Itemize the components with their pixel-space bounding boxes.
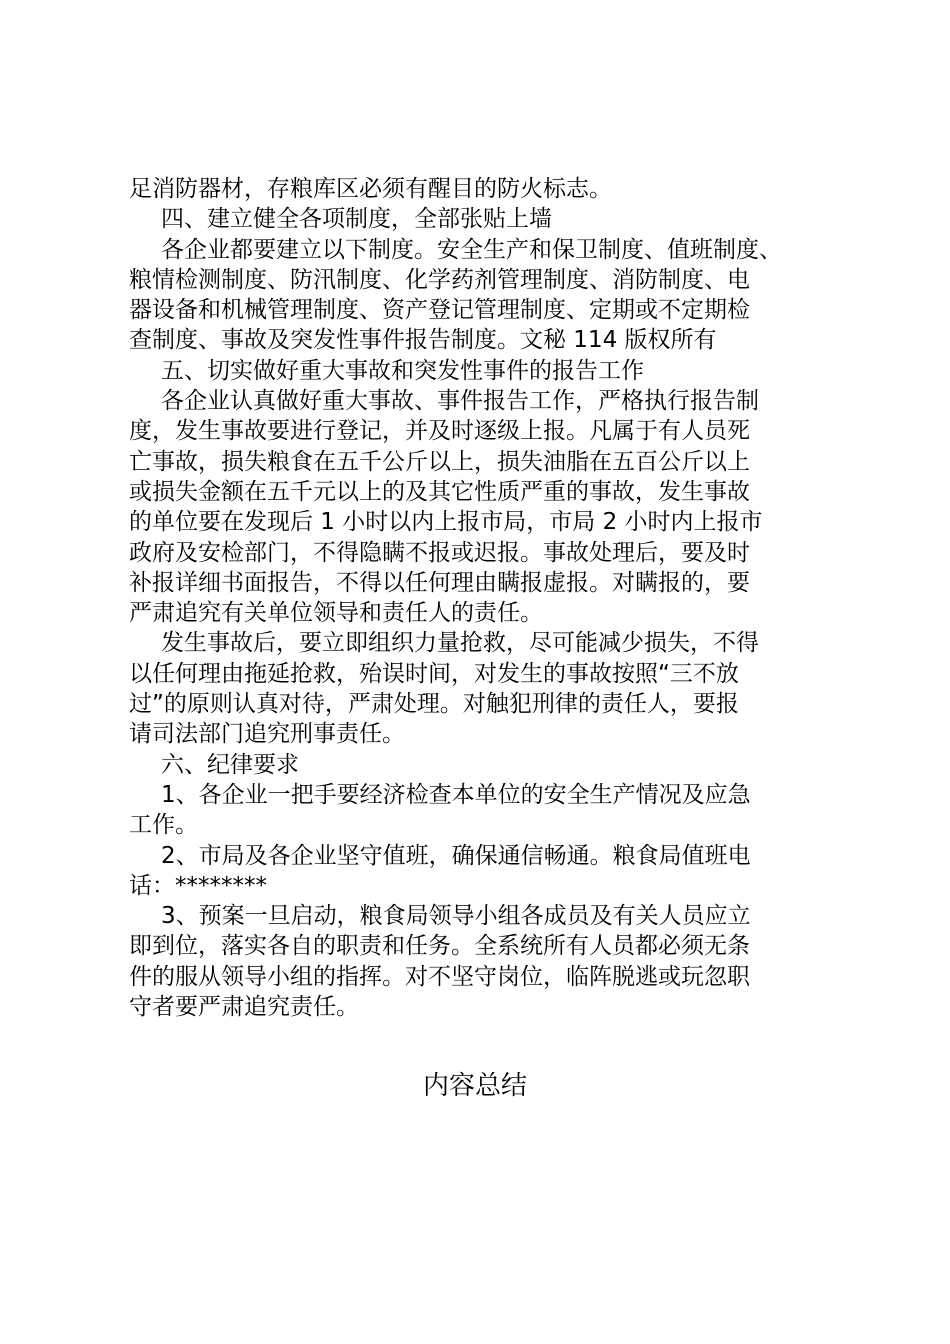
text-line: 的单位要在发现后 1 小时以内上报市局，市局 2 小时内上报市 bbox=[129, 509, 763, 536]
text-line: 度，发生事故要进行登记，并及时逐级上报。凡属于有人员死 bbox=[129, 418, 750, 445]
text-line: 件的服从领导小组的指挥。对不坚守岗位，临阵脱逃或玩忽职 bbox=[129, 963, 750, 990]
text-line: 请司法部门追究刑事责任。 bbox=[129, 721, 405, 748]
text-line: 话：******** bbox=[129, 872, 267, 899]
text-line: 六、纪律要求 bbox=[161, 751, 299, 778]
text-line: 或损失金额在五千元以上的及其它性质严重的事故，发生事故 bbox=[129, 478, 750, 505]
text-line: 各企业认真做好重大事故、事件报告工作，严格执行报告制 bbox=[161, 388, 759, 415]
text-line: 3、预案一旦启动，粮食局领导小组各成员及有关人员应立 bbox=[161, 903, 751, 930]
text-line: 粮情检测制度、防汛制度、化学药剂管理制度、消防制度、电 bbox=[129, 266, 750, 293]
text-line: 过”的原则认真对待，严肃处理。对触犯刑律的责任人，要报 bbox=[129, 691, 739, 718]
text-line: 四、建立健全各项制度，全部张贴上墙 bbox=[161, 206, 552, 233]
text-line: 补报详细书面报告，不得以任何理由瞒报虚报。对瞒报的，要 bbox=[129, 569, 750, 596]
summary-title: 内容总结 bbox=[422, 1071, 527, 1101]
text-line: 查制度、事故及突发性事件报告制度。文秘 114 版权所有 bbox=[129, 327, 717, 354]
text-line: 各企业都要建立以下制度。安全生产和保卫制度、值班制度、 bbox=[161, 236, 782, 263]
text-line: 足消防器材，存粮库区必须有醒目的防火标志。 bbox=[129, 176, 612, 202]
document-body bbox=[129, 174, 849, 1022]
text-line: 严肃追究有关单位领导和责任人的责任。 bbox=[129, 600, 543, 627]
text-line: 1、各企业一把手要经济检查本单位的安全生产情况及应急 bbox=[161, 781, 751, 808]
text-line: 亡事故，损失粮食在五千公斤以上，损失油脂在五百公斤以上 bbox=[129, 448, 750, 475]
text-line: 守者要严肃追究责任。 bbox=[129, 994, 359, 1021]
text-line: 即到位，落实各自的职责和任务。全系统所有人员都必须无条 bbox=[129, 933, 750, 960]
text-line: 工作。 bbox=[129, 812, 198, 839]
text-line: 发生事故后，要立即组织力量抢救，尽可能减少损失，不得 bbox=[161, 630, 759, 657]
text-line: 政府及安检部门，不得隐瞒不报或迟报。事故处理后，要及时 bbox=[129, 539, 750, 566]
text-line: 器设备和机械管理制度、资产登记管理制度、定期或不定期检 bbox=[129, 297, 750, 324]
text-line: 2、市局及各企业坚守值班，确保通信畅通。粮食局值班电 bbox=[161, 842, 751, 869]
text-line: 五、切实做好重大事故和突发性事件的报告工作 bbox=[161, 357, 644, 384]
text-line: 以任何理由拖延抢救，殆误时间，对发生的事故按照“三不放 bbox=[129, 660, 739, 687]
